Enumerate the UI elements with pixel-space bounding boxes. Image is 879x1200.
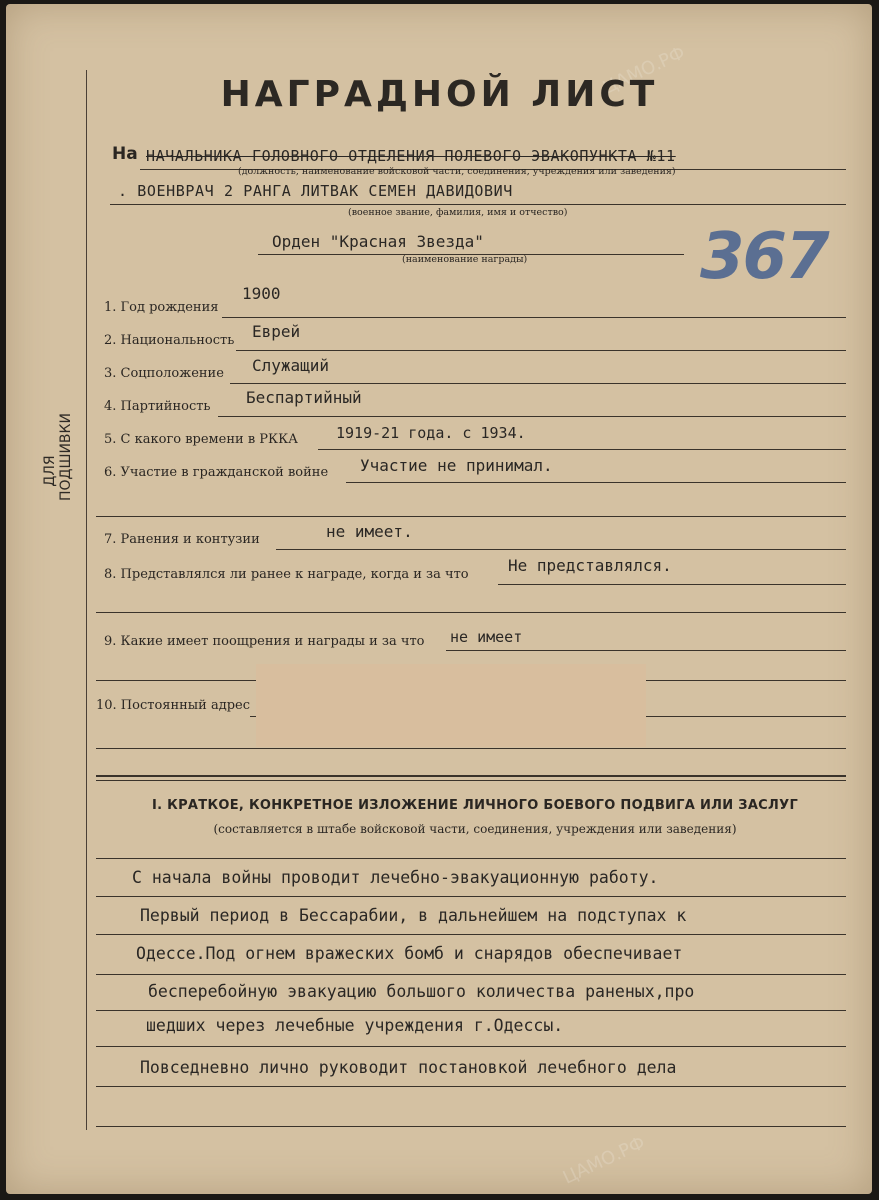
paragraph-line: Одессе.Под огнем вражеских бомб и снарядов обеспечивает [136, 944, 683, 963]
paragraph-line: бесперебойную эвакуацию большого количества раненых,про [148, 982, 695, 1001]
paragraph-line: Первый период в Бессарабии, в дальнейшем на подступах к [140, 906, 687, 925]
rank-name-text: . ВОЕНВРАЧ 2 РАНГА ЛИТВАК СЕМЕН ДАВИДОВИЧ [118, 182, 513, 200]
handwritten-number: 367 [700, 220, 828, 294]
field-label-nationality: 2. Национальность [104, 333, 235, 348]
watermark: ЦАМО.РФ [559, 1132, 649, 1189]
side-text: ДЛЯ ПОДШИВКИ [42, 413, 74, 501]
redacted-address [256, 664, 646, 747]
field-value-encouragements: не имеет [450, 628, 523, 646]
field-value-rkka-since: 1919-21 года. с 1934. [336, 424, 526, 442]
field-value-previous-awards: Не представлялся. [508, 556, 672, 575]
binding-side-text [28, 413, 88, 965]
field-value-social-status: Служащий [252, 356, 330, 375]
field-label-address: 10. Постоянный адрес [96, 698, 250, 713]
field-label-civil-war: 6. Участие в гражданской войне [104, 465, 329, 480]
field-value-birth-year: 1900 [242, 284, 281, 303]
paragraph-line: шедших через лечебные учреждения г.Одессы. [146, 1016, 564, 1035]
field-label-rkka-since: 5. С какого времени в РККА [104, 432, 298, 447]
position-text: НАЧАЛЬНИКА ГОЛОВНОГО ОТДЕЛЕНИЯ ПОЛЕВОГО ЭВАКОПУНКТА №11 [146, 147, 676, 165]
field-label-previous-awards: 8. Представлялся ли ранее к награде, когда и за что [104, 567, 469, 582]
paragraph-line: С начала войны проводит лечебно-эвакуационную работу. [132, 868, 659, 887]
field-value-civil-war: Участие не принимал. [360, 456, 553, 475]
na-label: На [112, 144, 138, 164]
field-label-encouragements: 9. Какие имеет поощрения и награды и за что [104, 634, 425, 649]
section-heading: I. КРАТКОЕ, КОНКРЕТНОЕ ИЗЛОЖЕНИЕ ЛИЧНОГО БОЕВОГО ПОДВИГА ИЛИ ЗАСЛУГ [151, 798, 799, 813]
field-label-wounds: 7. Ранения и контузии [104, 532, 260, 547]
field-label-party: 4. Партийность [104, 399, 211, 414]
award-text: Орден "Красная Звезда" [272, 232, 484, 251]
award-caption: (наименование награды) [402, 254, 528, 265]
watermark: ЦАМО.РФ [599, 42, 689, 99]
rank-caption: (военное звание, фамилия, имя и отчество) [348, 207, 568, 218]
field-value-party: Беспартийный [246, 388, 362, 407]
field-label-social-status: 3. Соцположение [104, 366, 224, 381]
field-label-birth-year: 1. Год рождения [104, 300, 219, 315]
section-subheading: (составляется в штабе войсковой части, соединения, учреждения или заведения) [213, 822, 737, 836]
position-caption: (должность, наименование войсковой части, соединения, учреждения или заведения) [238, 166, 676, 177]
document-title: НАГРАДНОЙ ЛИСТ [220, 74, 659, 115]
field-value-nationality: Еврей [252, 322, 301, 341]
field-value-wounds: не имеет. [326, 522, 413, 541]
paragraph-line: Повседневно лично руководит постановкой лечебного дела [140, 1058, 677, 1077]
